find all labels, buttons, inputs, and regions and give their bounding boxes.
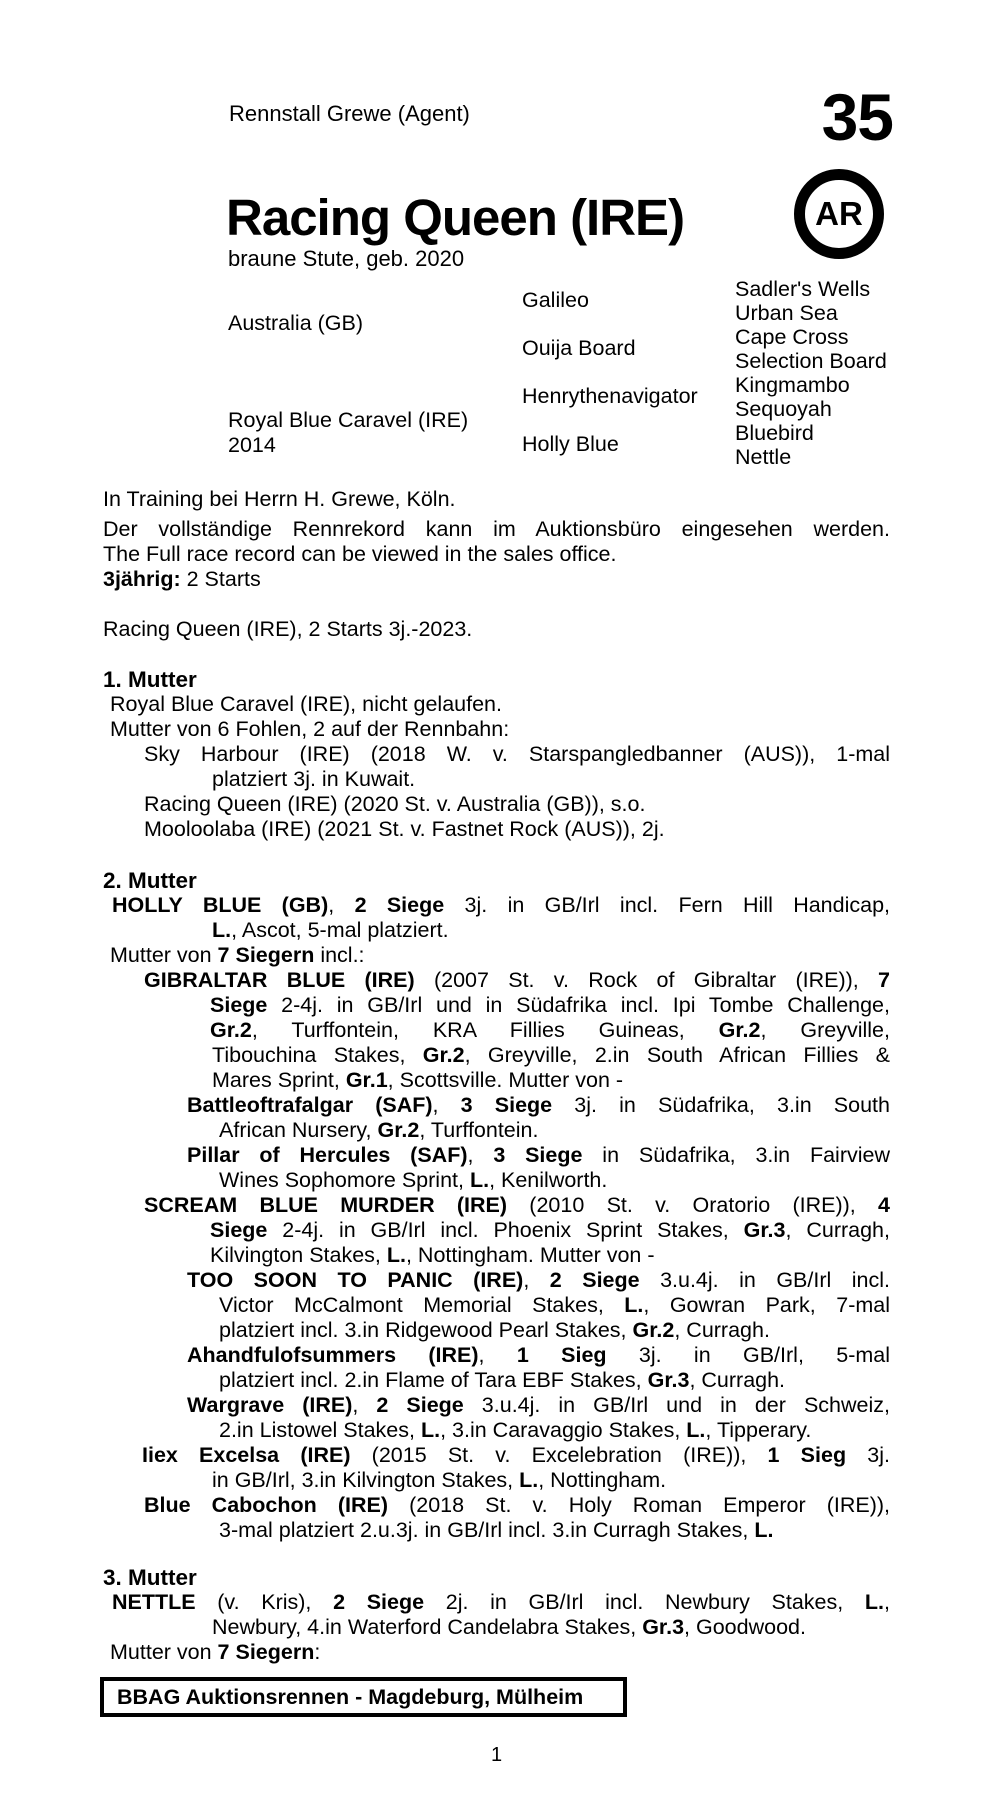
- body-line: Iiex Excelsa (IRE) (2015 St. v. Excelebration (IRE)), 1 Sieg 3j.: [142, 1443, 890, 1467]
- pedigree-great-grandparent: Selection Board: [735, 349, 887, 373]
- pedigree-grandparent: Holly Blue: [522, 432, 619, 456]
- body-line: Battleoftrafalgar (SAF), 3 Siege 3j. in Südafrika, 3.in South: [187, 1093, 890, 1117]
- body-line: Wargrave (IRE), 2 Siege 3.u.4j. in GB/Irl und in der Schweiz,: [187, 1393, 890, 1417]
- body-line: platziert incl. 3.in Ridgewood Pearl Stakes, Gr.2, Curragh.: [219, 1318, 770, 1342]
- section-heading: 2. Mutter: [103, 868, 197, 893]
- body-line: Sky Harbour (IRE) (2018 W. v. Starspangledbanner (AUS)), 1-mal: [144, 742, 890, 766]
- pedigree-sire: Australia (GB): [228, 311, 364, 335]
- body-line: Kilvington Stakes, L., Nottingham. Mutter von -: [210, 1243, 655, 1267]
- horse-name-title: Racing Queen (IRE): [226, 189, 685, 246]
- pedigree-great-grandparent: Bluebird: [735, 421, 814, 445]
- auction-race-box: [100, 1677, 627, 1717]
- pedigree-great-grandparent: Sadler's Wells: [735, 277, 871, 301]
- body-line: Pillar of Hercules (SAF), 3 Siege in Südafrika, 3.in Fairview: [187, 1143, 891, 1167]
- horse-description: braune Stute, geb. 2020: [228, 246, 465, 271]
- body-line: Siege 2-4j. in GB/Irl incl. Phoenix Sprint Stakes, Gr.3, Curragh,: [210, 1218, 890, 1242]
- pedigree-great-grandparent: Kingmambo: [735, 373, 850, 397]
- section-heading: 3. Mutter: [103, 1565, 197, 1590]
- body-line: Tibouchina Stakes, Gr.2, Greyville, 2.in South African Fillies &: [212, 1043, 891, 1067]
- line-gap: [0, 592, 993, 617]
- body-line: Newbury, 4.in Waterford Candelabra Stakes, Gr.3, Goodwood.: [212, 1615, 806, 1639]
- body-line: Ahandfulofsummers (IRE), 1 Sieg 3j. in GB/Irl, 5-mal: [187, 1343, 891, 1367]
- body-line: 2.in Listowel Stakes, L., 3.in Caravaggio Stakes, L., Tipperary.: [219, 1418, 812, 1442]
- body-line: TOO SOON TO PANIC (IRE), 2 Siege 3.u.4j. in GB/Irl incl.: [187, 1268, 890, 1292]
- body-line: Siege 2-4j. in GB/Irl und in Südafrika incl. Ipi Tombe Challenge,: [210, 993, 890, 1017]
- body-line: Mutter von 6 Fohlen, 2 auf der Rennbahn:: [110, 717, 510, 741]
- body-line: African Nursery, Gr.2, Turffontein.: [219, 1118, 539, 1142]
- section-heading: 1. Mutter: [103, 667, 197, 692]
- body-line: NETTLE (v. Kris), 2 Siege 2j. in GB/Irl incl. Newbury Stakes, L.,: [112, 1590, 890, 1614]
- body-line: Mares Sprint, Gr.1, Scottsville. Mutter von -: [212, 1068, 624, 1092]
- lot-number: 35: [821, 80, 893, 154]
- body-line: Mutter von 7 Siegern:: [110, 1640, 321, 1664]
- pedigree-great-grandparent: Nettle: [735, 445, 792, 469]
- pedigree-grandparent: Henrythenavigator: [522, 384, 698, 408]
- line-gap: [0, 1543, 993, 1565]
- page-number: 1: [490, 1744, 503, 1766]
- body-line: 3jährig: 2 Starts: [103, 567, 261, 591]
- body-line: Wines Sophomore Sprint, L., Kenilworth.: [219, 1168, 608, 1192]
- body-line: in GB/Irl, 3.in Kilvington Stakes, L., Nottingham.: [212, 1468, 667, 1492]
- pedigree-grandparent: Ouija Board: [522, 336, 636, 360]
- body-line: Victor McCalmont Memorial Stakes, L., Gowran Park, 7-mal: [219, 1293, 890, 1317]
- line-gap: [0, 842, 993, 868]
- body-line: Racing Queen (IRE) (2020 St. v. Australia (GB)), s.o.: [144, 792, 646, 816]
- body-line: HOLLY BLUE (GB), 2 Siege 3j. in GB/Irl incl. Fern Hill Handicap,: [112, 893, 891, 917]
- body-line: Mooloolaba (IRE) (2021 St. v. Fastnet Rock (AUS)), 2j.: [144, 817, 665, 841]
- body-line: Blue Cabochon (IRE) (2018 St. v. Holy Roman Emperor (IRE)),: [144, 1493, 890, 1517]
- race-record-text: [0, 487, 993, 1665]
- pedigree-dam: Royal Blue Caravel (IRE): [228, 408, 469, 432]
- pedigree-great-grandparent: Urban Sea: [735, 301, 838, 325]
- pedigree-grandparent: Galileo: [522, 288, 589, 312]
- body-line: L., Ascot, 5-mal platziert.: [212, 918, 449, 942]
- body-line: Racing Queen (IRE), 2 Starts 3j.-2023.: [103, 617, 473, 641]
- body-line: SCREAM BLUE MURDER (IRE) (2010 St. v. Oratorio (IRE)), 4: [144, 1193, 890, 1217]
- auction-brand-stamp-icon: [794, 169, 884, 259]
- line-gap: [0, 642, 993, 667]
- pedigree-dam-year: 2014: [228, 433, 276, 457]
- auction-race-label: BBAG Auktionsrennen - Magdeburg, Mülheim: [117, 1684, 584, 1709]
- body-line: GIBRALTAR BLUE (IRE) (2007 St. v. Rock of Gibraltar (IRE)), 7: [144, 968, 890, 992]
- body-line: Royal Blue Caravel (IRE), nicht gelaufen.: [110, 692, 502, 716]
- body-line: Mutter von 7 Siegern incl.:: [110, 943, 365, 967]
- body-line: The Full race record can be viewed in the sales office.: [103, 542, 617, 566]
- body-line: In Training bei Herrn H. Grewe, Köln.: [103, 487, 456, 511]
- body-line: platziert 3j. in Kuwait.: [212, 767, 416, 791]
- consignor-name: Rennstall Grewe (Agent): [229, 101, 470, 126]
- stamp-letters: AR: [815, 195, 863, 232]
- body-line: Gr.2, Turffontein, KRA Fillies Guineas, Gr.2, Greyville,: [210, 1018, 890, 1042]
- body-line: Der vollständige Rennrekord kann im Auktionsbüro eingesehen werden.: [103, 517, 890, 541]
- body-line: 3-mal platziert 2.u.3j. in GB/Irl incl. 3.in Curragh Stakes, L.: [219, 1518, 774, 1542]
- pedigree-great-grandparent: Cape Cross: [735, 325, 849, 349]
- body-line: platziert incl. 2.in Flame of Tara EBF Stakes, Gr.3, Curragh.: [219, 1368, 786, 1392]
- pedigree-great-grandparent: Sequoyah: [735, 397, 832, 421]
